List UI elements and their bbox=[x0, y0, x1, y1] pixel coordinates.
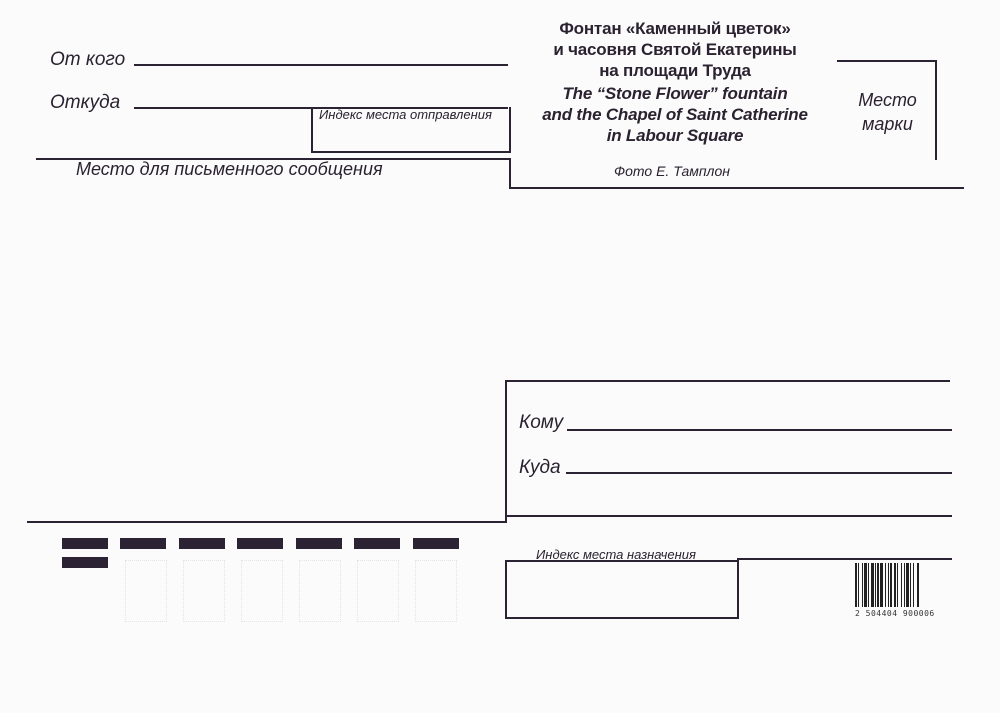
caption-ru-line3: на площади Труда bbox=[599, 61, 751, 80]
from-label: От кого bbox=[50, 49, 126, 70]
origin-index-box-right bbox=[509, 107, 511, 152]
postcode-marker-3 bbox=[179, 538, 225, 549]
stamp-place-line1: Место bbox=[858, 90, 917, 110]
caption-en-line1: The “Stone Flower” fountain bbox=[562, 84, 788, 103]
origin-index-label: Индекс места отправления bbox=[319, 107, 492, 122]
where-to-label: Куда bbox=[519, 457, 561, 478]
postcode-stencil-5 bbox=[357, 560, 399, 622]
caption-ru-line1: Фонтан «Каменный цветок» bbox=[559, 19, 791, 38]
postcode-marker-5 bbox=[296, 538, 342, 549]
message-area-label: Место для письменного сообщения bbox=[76, 159, 383, 179]
from-line[interactable] bbox=[134, 64, 508, 66]
where-to-line[interactable] bbox=[566, 472, 952, 474]
caption-en-line2: and the Chapel of Saint Catherine bbox=[542, 105, 808, 124]
photo-credit: Фото Е. Тамплон bbox=[614, 163, 730, 179]
caption-ru-line2: и часовня Святой Екатерины bbox=[553, 40, 797, 59]
bottom-divider bbox=[27, 521, 507, 523]
postcode-stencil-6 bbox=[415, 560, 457, 622]
barcode-icon bbox=[855, 563, 947, 607]
postcode-stencil-4 bbox=[299, 560, 341, 622]
address-line-4[interactable] bbox=[737, 558, 952, 560]
postcode-marker-1b bbox=[62, 557, 108, 568]
stamp-place-label bbox=[850, 88, 925, 136]
right-divider bbox=[509, 187, 964, 189]
message-divider-step bbox=[509, 158, 511, 189]
caption-en-line3: in Labour Square bbox=[606, 126, 744, 145]
address-line-3[interactable] bbox=[507, 515, 952, 517]
postcode-marker-1 bbox=[62, 538, 108, 549]
postcode-marker-2 bbox=[120, 538, 166, 549]
to-line[interactable] bbox=[567, 429, 952, 431]
postcode-marker-7 bbox=[413, 538, 459, 549]
recipient-box-top bbox=[505, 380, 950, 382]
barcode-number: 2 504404 900006 bbox=[855, 609, 935, 618]
dest-index-box[interactable] bbox=[505, 560, 739, 619]
postcode-stencil-1 bbox=[125, 560, 167, 622]
photo-caption bbox=[520, 18, 830, 146]
origin-index-box-left bbox=[311, 107, 313, 152]
postcode-stencil-2 bbox=[183, 560, 225, 622]
postcode-stencil-3 bbox=[241, 560, 283, 622]
to-label: Кому bbox=[519, 412, 564, 433]
stamp-place-line2: марки bbox=[862, 114, 913, 134]
stamp-box-top bbox=[837, 60, 936, 62]
origin-index-box-bottom bbox=[311, 151, 511, 153]
where-from-label: Откуда bbox=[50, 92, 121, 113]
postcode-marker-6 bbox=[354, 538, 400, 549]
recipient-box-left bbox=[505, 380, 507, 523]
stamp-box-right bbox=[935, 60, 937, 160]
postcode-marker-4 bbox=[237, 538, 283, 549]
dest-index-label: Индекс места назначения bbox=[536, 547, 696, 562]
